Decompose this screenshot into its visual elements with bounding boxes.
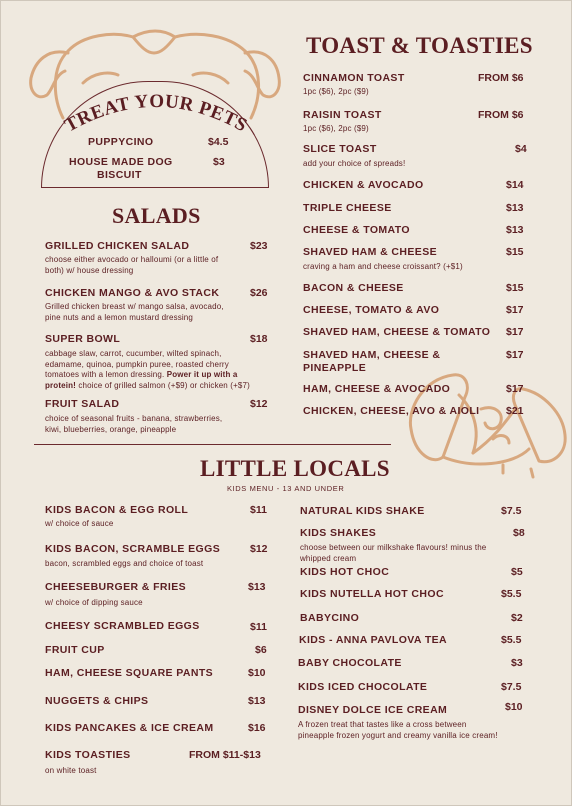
toast-title: TOAST & TOASTIES bbox=[306, 33, 533, 58]
kids-drink-name: KIDS SHAKES bbox=[300, 527, 377, 539]
kids-item-name: KIDS BACON & EGG ROLL bbox=[45, 504, 189, 516]
toast-item-name: SLICE TOAST bbox=[303, 143, 377, 155]
kids-item-price: $11 bbox=[250, 504, 267, 516]
kids-drink-price: $7.5 bbox=[501, 505, 522, 517]
toast-item-name: HAM, CHEESE & AVOCADO bbox=[303, 383, 451, 395]
toast-item-name: CHICKEN & AVOCADO bbox=[303, 179, 424, 191]
toast-item-name-line2: PINEAPPLE bbox=[303, 362, 367, 374]
kids-drink-desc: A frozen treat that tastes like a cross between pineapple frozen yogurt and creamy vanilla ice cream! bbox=[298, 720, 498, 740]
kids-drink-price: $5.5 bbox=[501, 634, 522, 646]
salad-item-price: $18 bbox=[250, 333, 268, 345]
kids-item-price: $11 bbox=[250, 621, 267, 633]
pets-title-arc bbox=[41, 79, 271, 139]
toast-item-price: FROM $6 bbox=[478, 109, 524, 121]
kids-item-name: HAM, CHEESE SQUARE PANTS bbox=[45, 667, 214, 679]
toast-item-price: $15 bbox=[506, 246, 524, 258]
toast-item-name: BACON & CHEESE bbox=[303, 282, 404, 294]
kids-drink-name: BABYCINO bbox=[300, 612, 360, 624]
kids-item-desc: on white toast bbox=[45, 766, 97, 775]
toast-item-price: $17 bbox=[506, 349, 524, 361]
locals-title: LITTLE LOCALS bbox=[200, 456, 390, 481]
toast-item-name: SHAVED HAM, CHEESE & TOMATO bbox=[303, 326, 491, 338]
toast-item-price: $14 bbox=[506, 179, 524, 191]
kids-item-price: $13 bbox=[248, 695, 266, 707]
salad-item-desc: choose either avocado or halloumi (or a little of both) w/ house dressing bbox=[45, 255, 219, 275]
toast-item-desc: 1pc ($6), 2pc ($9) bbox=[303, 87, 369, 96]
kids-drink-name: KIDS HOT CHOC bbox=[300, 566, 390, 578]
kids-drink-name: KIDS - ANNA PAVLOVA TEA bbox=[299, 634, 448, 646]
pets-title: TREAT YOUR PETS bbox=[61, 90, 251, 137]
salad-item-name: FRUIT SALAD bbox=[45, 398, 120, 410]
salads-title: SALADS bbox=[112, 203, 201, 228]
kids-drink-name: NATURAL KIDS SHAKE bbox=[300, 505, 425, 517]
salad-item-desc: Grilled chicken breast w/ mango salsa, avocado, pine nuts and a lemon mustard dressing bbox=[45, 302, 224, 322]
kids-item-price: $16 bbox=[248, 722, 266, 734]
salad-item-price: $26 bbox=[250, 287, 268, 299]
toast-item-name: TRIPLE CHEESE bbox=[303, 202, 392, 214]
salad-item-name: SUPER BOWL bbox=[45, 333, 121, 345]
svg-text:TREAT YOUR PETS bbox=[61, 91, 250, 137]
kids-item-name: KIDS TOASTIES bbox=[45, 749, 131, 761]
pets-item-price: $4.5 bbox=[208, 136, 229, 148]
locals-subtitle: KIDS MENU - 13 AND UNDER bbox=[227, 484, 345, 493]
salad-item-desc: choice of seasonal fruits - banana, strawberries, kiwi, blueberries, orange, pineapple bbox=[45, 414, 223, 434]
toast-item-desc: craving a ham and cheese croissant? (+$1) bbox=[303, 262, 463, 271]
pets-item-name-line2: BISCUIT bbox=[97, 169, 142, 181]
kids-item-name: NUGGETS & CHIPS bbox=[45, 695, 149, 707]
salad-item-price: $23 bbox=[250, 240, 268, 252]
kids-drink-price: $3 bbox=[511, 657, 523, 669]
kids-drink-name: KIDS ICED CHOCOLATE bbox=[298, 681, 428, 693]
kids-item-name: FRUIT CUP bbox=[45, 644, 105, 656]
pets-item-name: PUPPYCINO bbox=[88, 136, 154, 148]
kids-drink-name: BABY CHOCOLATE bbox=[298, 657, 402, 669]
toast-item-name: CHEESE, TOMATO & AVO bbox=[303, 304, 440, 316]
kids-drink-price: $10 bbox=[505, 701, 523, 713]
kids-drink-price: $2 bbox=[511, 612, 523, 624]
toast-item-name: SHAVED HAM & CHEESE bbox=[303, 246, 438, 258]
toast-item-price: $17 bbox=[506, 304, 524, 316]
kids-drink-price: $8 bbox=[513, 527, 525, 539]
toast-item-price: $15 bbox=[506, 282, 524, 294]
kids-drink-name: DISNEY DOLCE ICE CREAM bbox=[298, 704, 448, 716]
kids-item-name: CHEESY SCRAMBLED EGGS bbox=[45, 620, 200, 632]
toast-item-name: CHICKEN, CHEESE, AVO & AIOLI bbox=[303, 405, 480, 417]
toast-item-name: SHAVED HAM, CHEESE & bbox=[303, 349, 441, 361]
kids-drink-desc: choose between our milkshake flavours! minus the whipped cream bbox=[300, 543, 487, 563]
toast-item-price: $13 bbox=[506, 224, 524, 236]
kids-item-price: $12 bbox=[250, 543, 268, 555]
toast-item-name: RAISIN TOAST bbox=[303, 109, 382, 121]
pets-item-name: HOUSE MADE DOG bbox=[69, 156, 173, 168]
pets-item-price: $3 bbox=[213, 156, 225, 168]
toast-item-price: $4 bbox=[515, 143, 527, 155]
toast-item-price: $17 bbox=[506, 326, 524, 338]
toast-item-name: CHEESE & TOMATO bbox=[303, 224, 410, 236]
kids-drink-price: $5.5 bbox=[501, 588, 522, 600]
kids-item-price: FROM $11-$13 bbox=[189, 749, 261, 761]
kids-item-price: $10 bbox=[248, 667, 266, 679]
salad-item-price: $12 bbox=[250, 398, 268, 410]
toast-item-price: FROM $6 bbox=[478, 72, 524, 84]
toast-item-price: $17 bbox=[506, 383, 524, 395]
salad-item-name: GRILLED CHICKEN SALAD bbox=[45, 240, 190, 252]
toast-item-desc: add your choice of spreads! bbox=[303, 159, 406, 168]
kids-item-desc: w/ choice of sauce bbox=[45, 519, 114, 528]
salad-item-name: CHICKEN MANGO & AVO STACK bbox=[45, 287, 220, 299]
kids-drink-price: $7.5 bbox=[501, 681, 522, 693]
kids-item-name: CHEESEBURGER & FRIES bbox=[45, 581, 187, 593]
kids-item-price: $6 bbox=[255, 644, 267, 656]
kids-drink-price: $5 bbox=[511, 566, 523, 578]
toast-item-price: $13 bbox=[506, 202, 524, 214]
toast-item-desc: 1pc ($6), 2pc ($9) bbox=[303, 124, 369, 133]
kids-item-name: KIDS PANCAKES & ICE CREAM bbox=[45, 722, 214, 734]
kids-item-desc: w/ choice of dipping sauce bbox=[45, 598, 143, 607]
kids-item-price: $13 bbox=[248, 581, 266, 593]
salad-item-desc: cabbage slaw, carrot, cucumber, wilted spinach, edamame, quinoa, pumpkin puree, roasted cherry tomatoes with a lemon dressing. Power it up with a protein! choice of grilled salmon (+$9) or chicken (+$7) bbox=[45, 349, 250, 390]
toast-item-price: $21 bbox=[506, 405, 524, 417]
section-divider bbox=[34, 444, 391, 445]
kids-item-desc: bacon, scrambled eggs and choice of toast bbox=[45, 559, 204, 568]
toast-item-name: CINNAMON TOAST bbox=[303, 72, 405, 84]
kids-drink-name: KIDS NUTELLA HOT CHOC bbox=[300, 588, 444, 600]
kids-item-name: KIDS BACON, SCRAMBLE EGGS bbox=[45, 543, 221, 555]
